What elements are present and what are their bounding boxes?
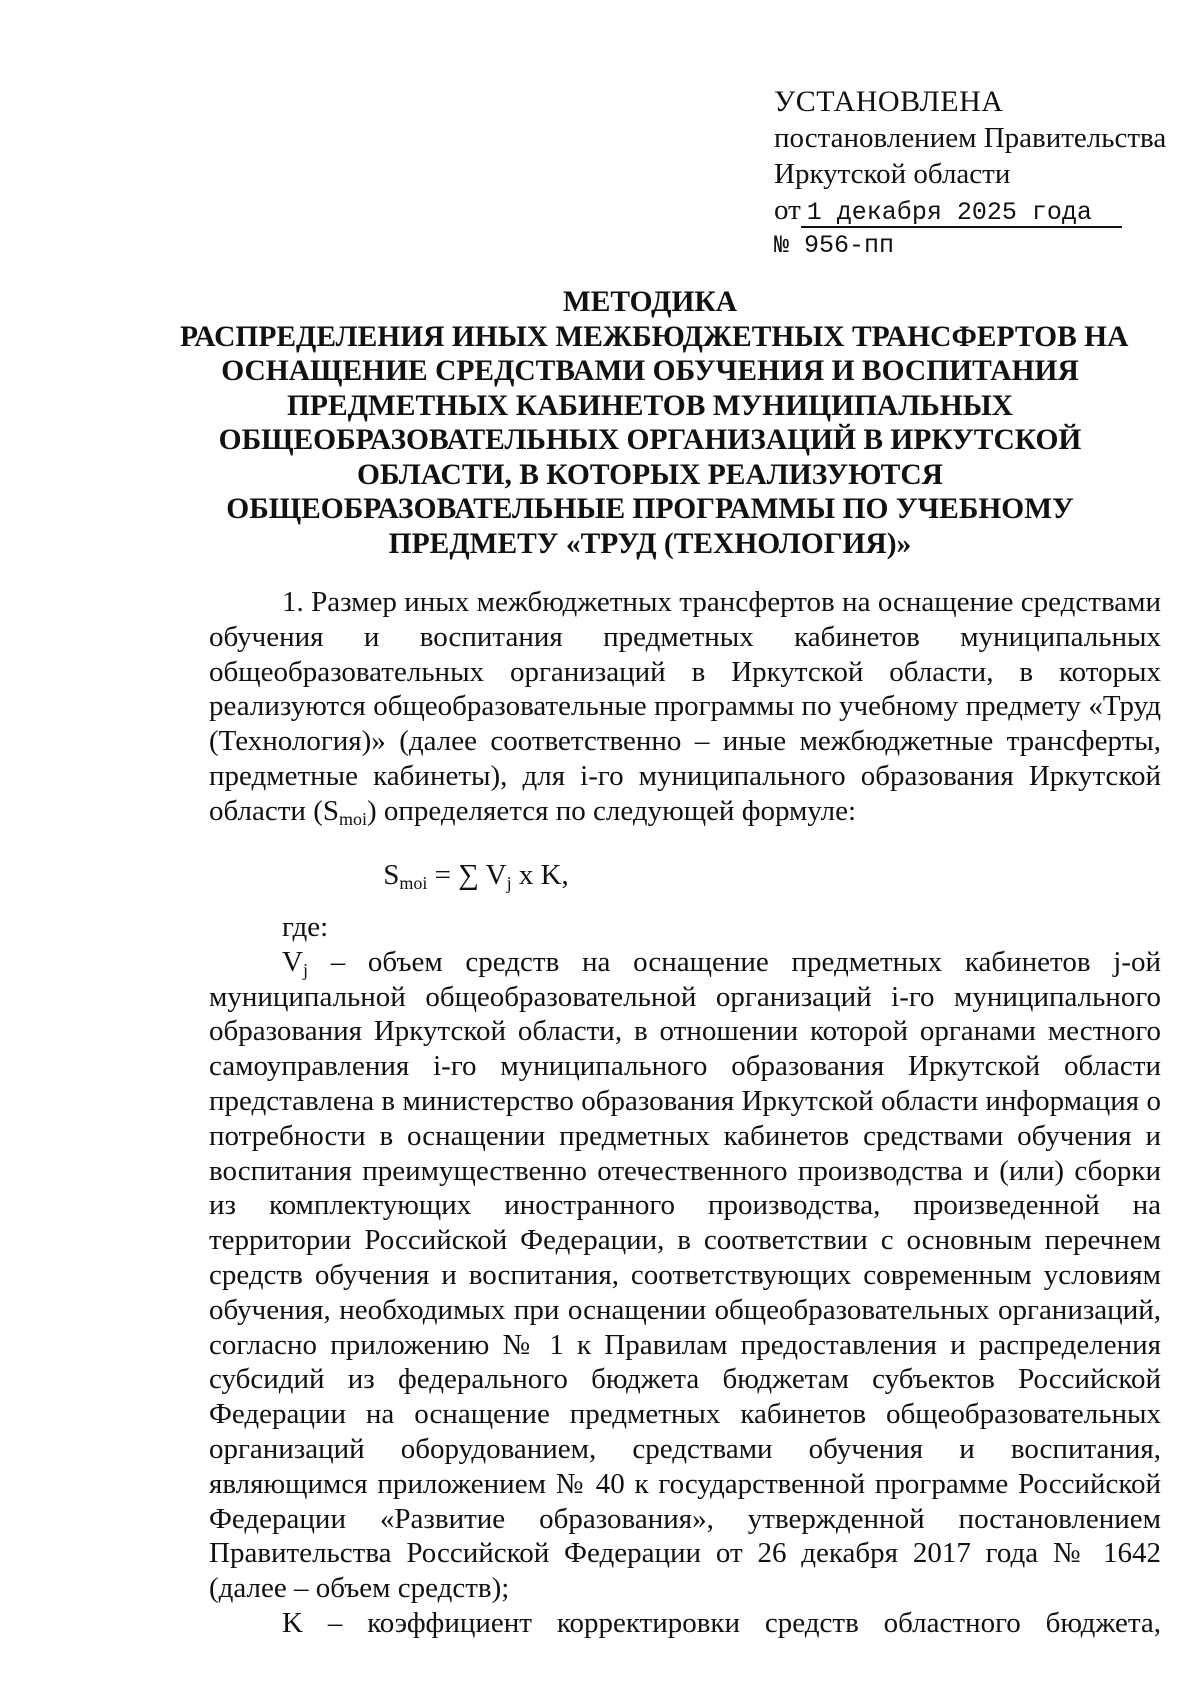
document-title <box>180 285 1129 561</box>
title-line: МЕТОДИКА <box>562 286 738 318</box>
paragraph-1-text <box>209 585 1161 829</box>
formula-lhs-subscript: moi <box>399 873 428 893</box>
title-line: ОБЩЕОБРАЗОВАТЕЛЬНЫЕ ПРОГРАММЫ ПО УЧЕБНОМУ <box>226 493 1074 525</box>
approval-date-value: 1 декабря 2025 года <box>801 200 1122 228</box>
title-line: РАСПРЕДЕЛЕНИЯ ИНЫХ МЕЖБЮДЖЕТНЫХ ТРАНСФЕРТОВ НА <box>180 320 1129 353</box>
title-line: ОБЩЕОБРАЗОВАТЕЛЬНЫХ ОРГАНИЗАЦИЙ В ИРКУТСКОЙ <box>218 424 1082 456</box>
approval-date-row <box>774 192 1154 228</box>
title-line: ОСНАЩЕНИЕ СРЕДСТВАМИ ОБУЧЕНИЯ И ВОСПИТАНИЯ <box>221 355 1079 387</box>
formula-lhs: S <box>383 859 400 891</box>
approval-status: УСТАНОВЛЕНА <box>774 85 1004 118</box>
approval-issuer-line1: постановлением Правительства <box>774 122 1167 154</box>
paragraph-1-tail: ) определяется по следующей формуле: <box>367 794 857 827</box>
definition-v-subscript: j <box>302 959 308 980</box>
approval-number: № 956-пп <box>774 231 895 260</box>
approval-issuer-line2: Иркутской области <box>774 158 1011 190</box>
definitions <box>209 910 1161 1641</box>
where-label: где: <box>282 911 329 943</box>
formula-rhs: x K, <box>511 859 569 891</box>
formula <box>0 857 952 893</box>
definition-v-symbol: V <box>282 945 303 978</box>
formula-v-subscript: j <box>506 873 512 893</box>
title-line: ОБЛАСТИ, В КОТОРЫХ РЕАЛИЗУЮТСЯ <box>357 458 943 491</box>
approval-block <box>774 84 1167 264</box>
approval-date-prefix: от <box>774 194 801 226</box>
title-line: ПРЕДМЕТНЫХ КАБИНЕТОВ МУНИЦИПАЛЬНЫХ <box>286 389 1013 422</box>
definition-k: K – коэффициент корректировки средств областного бюджета, <box>282 1606 1161 1639</box>
formula-sum: = ∑ V <box>427 859 507 891</box>
paragraph-1-main: 1. Размер иных межбюджетных трансфертов на оснащение средствами обучения и воспитания предметных кабинетов муниципальных общеобразовательных организаций в Иркутской области, в которых реализуются общеобразовательные программы по учебному предмету «Труд (Технология)» (далее соответственно – иные межбюджетные трансферты, предметные кабинеты), для i-го муниципального образования Иркутской области (S <box>209 586 1161 827</box>
title-line: ПРЕДМЕТУ «ТРУД (ТЕХНОЛОГИЯ)» <box>388 527 912 560</box>
paragraph-1 <box>209 585 1161 829</box>
definition-v <box>209 945 1161 1606</box>
definition-v-text: – объем средств на оснащение предметных кабинетов j-ой муниципальной общеобразовательной организаций i-го муниципального образования Иркутской области, в отношении которой органами местного самоуправления i-го муниципального образования Иркутской области представлена в министерство образования Иркутской области информация о потребности в оснащении предметных кабинетов средствами обучения и воспитания преимущественно отечественного производства и (или) сборки из комплектующих иностранного производства, произведенной на территории Российской Федерации, в соответствии с основным перечнем средств обучения и воспитания, соответствующих современным условиям обучения, необходимых при оснащении общеобразовательных организаций, согласно приложению № 1 к Правилам предоставления и распределения субсидий из федерального бюджета бюджетам субъектов Российской Федерации на оснащение предметных кабинетов общеобразовательных организаций оборудованием, средствами обучения и воспитания, являющимся приложением № 40 к государственной программе Российской Федерации «Развитие образования», утвержденной постановлением Правительства Российской Федерации от 26 декабря 2017 года № 1642 (далее – объем средств); <box>209 945 1161 1605</box>
paragraph-1-subscript: moi <box>338 808 367 829</box>
